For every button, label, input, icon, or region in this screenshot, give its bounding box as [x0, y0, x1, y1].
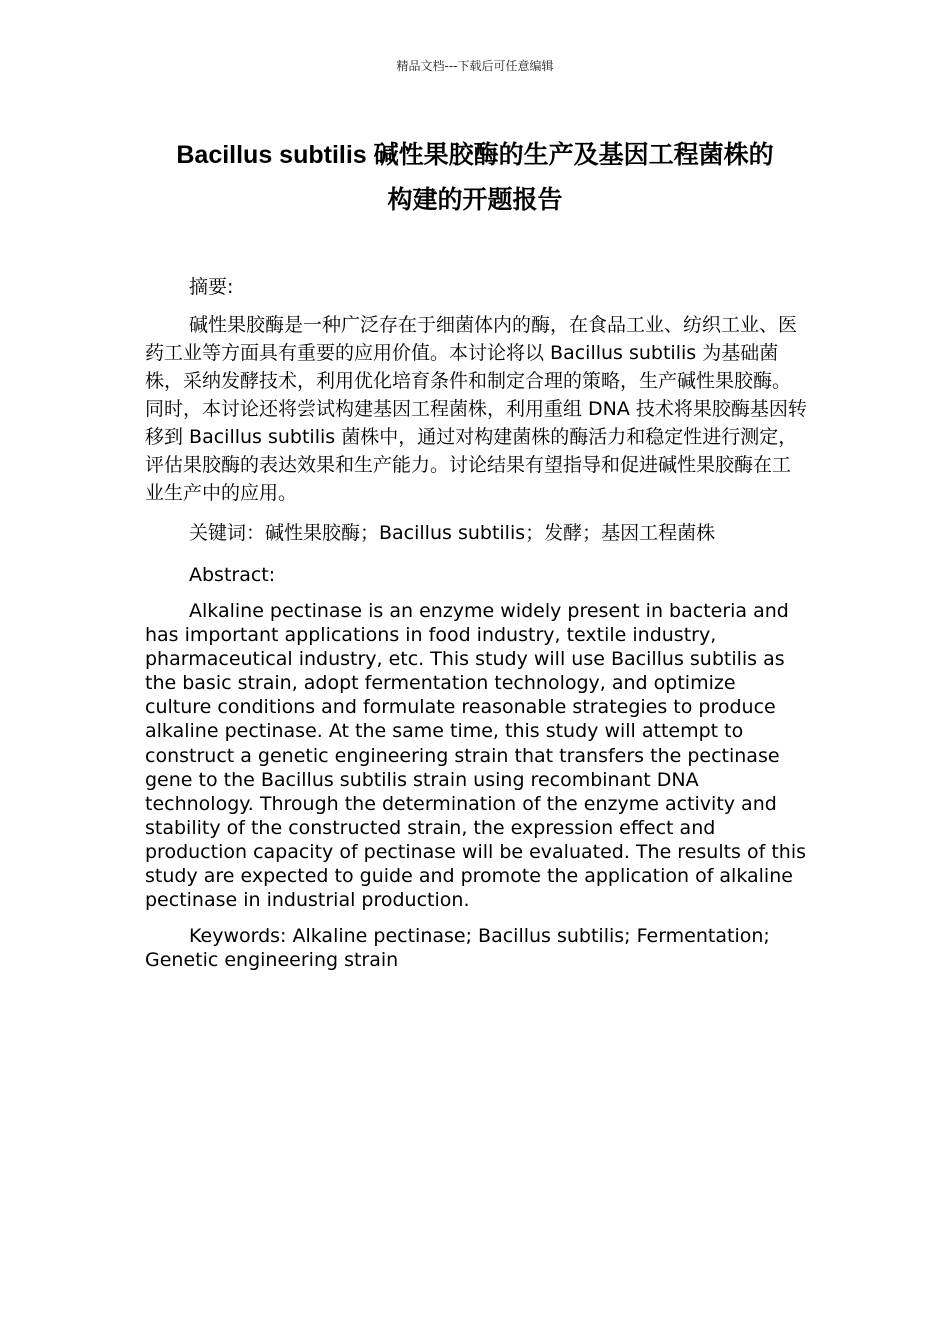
- keywords-cn: 关键词：碱性果胶酶；Bacillus subtilis；发酵；基因工程菌株: [189, 522, 716, 544]
- title-line-2: 构建的开题报告: [387, 186, 563, 214]
- abstract-en-text: Alkaline pectinase is an enzyme widely present in bacteria and has important applications in food industry, textile industry, pharmaceutical industry, etc. This study will use Bacillus subtilis as the basic strain, adopt fermentation technology, and optimize culture conditions and formulate reasonable strategies to produce alkaline pectinase. At the same time, this study will attempt to construct a genetic engineering strain that transfers the pectinase gene to the Bacillus subtilis strain using recombinant DNA technology. Through the determination of the enzyme activity and stability of the constructed strain, the expression effect and production capacity of pectinase will be evaluated. The results of this study are expected to guide and promote the application of alkaline pectinase in industrial production.: [145, 600, 807, 912]
- document-title: [100, 133, 850, 223]
- abstract-cn-text: 碱性果胶酶是一种广泛存在于细菌体内的酶，在食品工业、纺织工业、医药工业等方面具有重要的应用价值。本讨论将以 Bacillus subtilis 为基础菌株，采纳发酵技术，利用优化培育条件和制定合理的策略，生产碱性果胶酶。同时，本讨论还将尝试构建基因工程菌株，利用重组 DNA 技术将果胶酶基因转移到 Bacillus subtilis 菌株中，通过对构建菌株的酶活力和稳定性进行测定，评估果胶酶的表达效果和生产能力。讨论结果有望指导和促进碱性果胶酶在工业生产中的应用。: [145, 314, 807, 504]
- page-header-note: 精品文档---下载后可任意编辑: [396, 59, 554, 73]
- keywords-en: Keywords: Alkaline pectinase; Bacillus subtilis; Fermentation; Genetic engineering strain: [145, 925, 770, 972]
- title-line-1: Bacillus subtilis 碱性果胶酶的生产及基因工程菌株的: [176, 141, 774, 169]
- abstract-en-label: Abstract:: [189, 564, 276, 586]
- document-body: [145, 273, 807, 972]
- abstract-cn-label: 摘要:: [189, 276, 234, 298]
